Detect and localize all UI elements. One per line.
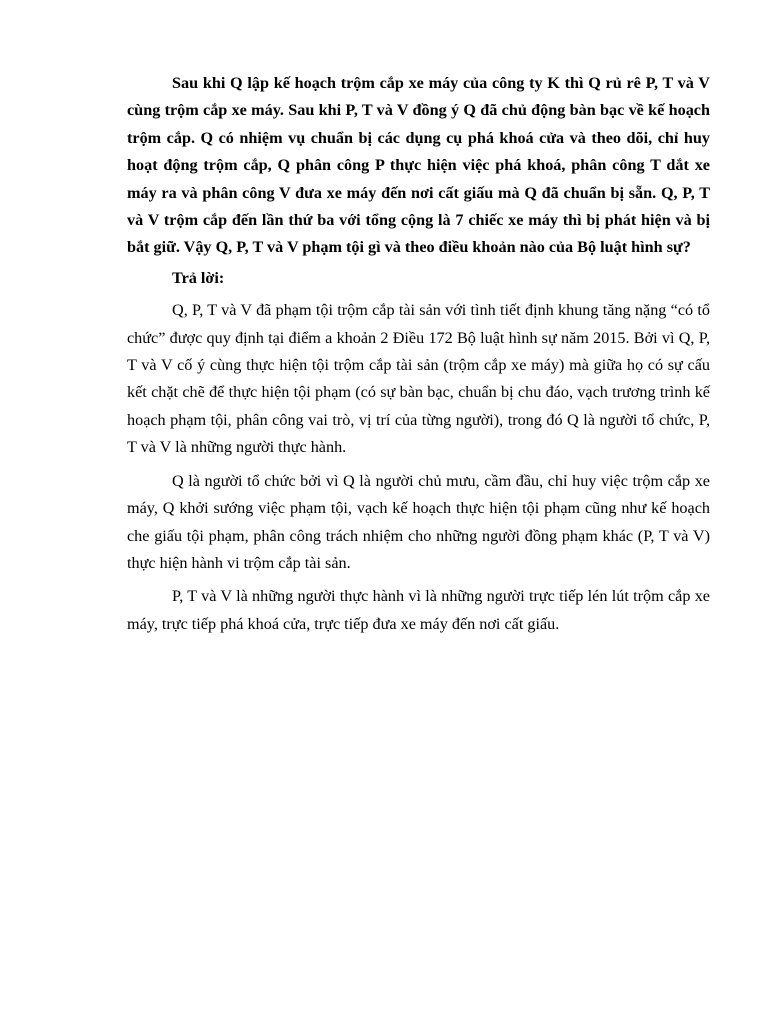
answer-heading: Trả lời: (172, 268, 225, 287)
answer-paragraph-3: P, T và V là những người thực hành vì là những người trực tiếp lén lút trộm cắp xe máy, trực tiếp phá khoá cửa, trực tiếp đưa xe máy đến nơi cất giấu. (127, 587, 710, 633)
answer-paragraph-1: Q, P, T và V đã phạm tội trộm cắp tài sản với tình tiết định khung tăng nặng “có tổ chức” được quy định tại điểm a khoản 2 Điều 172 Bộ luật hình sự năm 2015. Bởi vì Q, P, T và V cố ý cùng thực hiện tội trộm cắp tài sản (trộm cắp xe máy) mà giữa họ có sự cấu kết chặt chẽ để thực hiện tội phạm (có sự bàn bạc, chuẩn bị chu đáo, vạch trương trình kế hoạch phạm tội, phân công vai trò, vị trí của từng người), trong đó Q là người tổ chức, P, T và V là những người thực hành. (127, 301, 710, 457)
question-paragraph: Sau khi Q lập kế hoạch trộm cắp xe máy của công ty K thì Q rủ rê P, T và V cùng trộm cắp xe máy. Sau khi P, T và V đồng ý Q đã chủ động bàn bạc về kế hoạch trộm cắp. Q có nhiệm vụ chuẩn bị các dụng cụ phá khoá cửa và theo dõi, chỉ huy hoạt động trộm cắp, Q phân công P thực hiện việc phá khoá, phân công T dắt xe máy ra và phân công V đưa xe máy đến nơi cất giấu mà Q đã chuẩn bị sẵn. Q, P, T và V trộm cắp đến lần thứ ba với tổng cộng là 7 chiếc xe máy thì bị phát hiện và bị bắt giữ. Vậy Q, P, T và V phạm tội gì và theo điều khoản nào của Bộ luật hình sự? (127, 74, 710, 257)
answer-paragraph-2: Q là người tổ chức bởi vì Q là người chủ mưu, cầm đầu, chỉ huy việc trộm cắp xe máy, Q khởi sướng việc phạm tội, vạch kế hoạch thực hiện tội phạm cũng như kế hoạch che giấu tội phạm, phân công trách nhiệm cho những người đồng phạm khác (P, T và V) thực hiện hành vi trộm cắp tài sản. (127, 471, 710, 572)
document-page (127, 70, 710, 644)
